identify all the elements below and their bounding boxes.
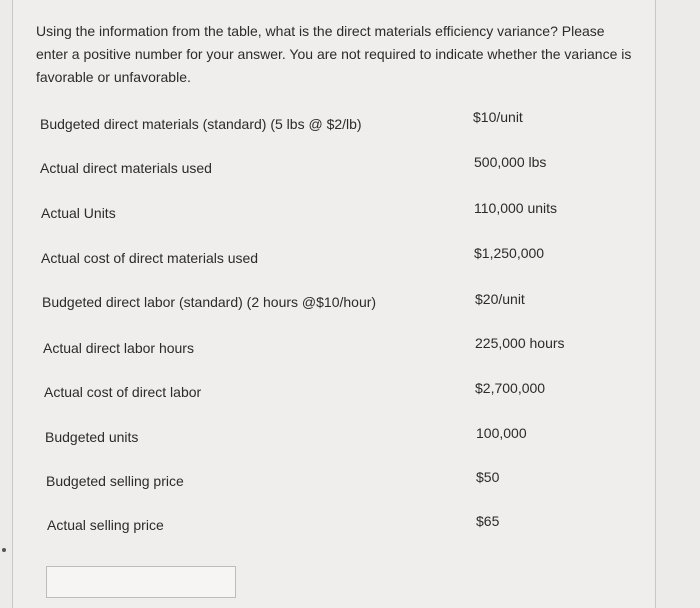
table-row-label: Budgeted direct labor (standard) (2 hours @$10/hour): [42, 294, 377, 310]
table-row-value: 225,000 hours: [475, 335, 565, 351]
table-row-label: Actual cost of direct materials used: [41, 250, 259, 266]
table-row-value: $2,700,000: [475, 380, 546, 396]
question-card: [12, 0, 656, 608]
table-row-value: 100,000: [476, 425, 527, 441]
table-row-label: Actual Units: [41, 205, 116, 221]
question-text: Using the information from the table, what is the direct materials efficiency variance? Please enter a positive number for your answer. You are not required to indicate whether the variance is favorable or unfavorable.: [36, 23, 632, 85]
table-row-value: 500,000 lbs: [474, 154, 547, 170]
table-row-value: $50: [476, 469, 500, 485]
table-row-label: Actual cost of direct labor: [44, 384, 202, 400]
table-row-label: Actual direct materials used: [40, 160, 212, 176]
table-row-value: $20/unit: [475, 291, 525, 307]
answer-input[interactable]: [46, 566, 236, 598]
table-row-label: Budgeted selling price: [46, 473, 184, 489]
table-row-label: Budgeted direct materials (standard) (5 lbs @ $2/lb): [40, 116, 362, 132]
table-row-label: Budgeted units: [45, 429, 139, 445]
table-row-label: Actual selling price: [47, 517, 164, 533]
table-row-value: $1,250,000: [474, 245, 545, 261]
table-row-value: $65: [476, 513, 500, 529]
table-row-value: 110,000 units: [474, 200, 558, 216]
table-row-value: $10/unit: [473, 109, 523, 125]
table-row-label: Actual direct labor hours: [43, 340, 194, 356]
bullet-dot: [2, 548, 6, 552]
